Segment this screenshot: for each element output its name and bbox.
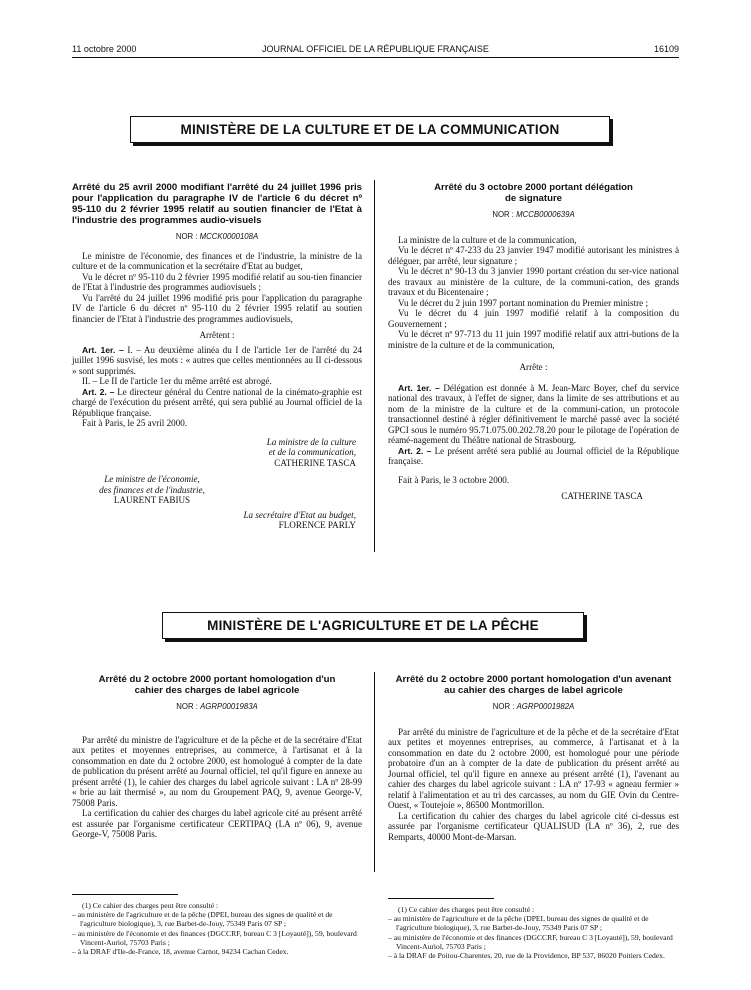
done-at: Fait à Paris, le 25 avril 2000. [82,418,188,428]
visa: Vu le décret nº 47-233 du 23 janvier 1947 modifié autorisant les ministres à déléguer, par arrêté, leur signature ; [388,245,679,266]
nor-label: NOR : [492,210,514,219]
visa: Vu le décret nº 90-13 du 3 janvier 1990 portant création du ser-vice national des travaux au ministère de la culture, de la communi-cation, des grands travaux et du Bicentenaire ; [388,266,679,297]
issue-date: 11 octobre 2000 [72,44,137,54]
visa: Vu le décret du 2 juin 1997 portant nomination du Premier ministre ; [398,297,648,308]
signature-role: et de la communication, [268,447,356,457]
decree-title: Arrêté du 3 octobre 2000 portant délégation de signature [434,182,633,204]
arrete-heading: Arrêtent : [199,330,235,340]
signature-role: La secrétaire d'Etat au budget, [243,509,356,520]
page-number: 16109 [653,44,679,54]
decree-title: Arrêté du 2 octobre 2000 portant homologation d'un avenant au cahier des charges de label agricole [395,674,672,696]
signature-role: La ministre de la culture [266,436,356,447]
article-2 [72,387,362,419]
visa: Vu le décret nº 95-110 du 2 février 1995 modifié relatif au sou-tien financier de l'Etat à l'industrie des programmes audiovisuels ; [72,271,362,292]
footnote-item: – à la DRAF de Poitou-Charentes, 20, rue de la Providence, BP 537, 86020 Poitiers Cedex. [388,951,665,961]
running-header [72,44,679,58]
visa: Vu le décret nº 97-713 du 11 juin 1997 modifié relatif aux attri-butions de la ministre de la culture et de la communication, [388,329,679,350]
article-text: I. – Au deuxième alinéa du I de l'article 1er de l'arrêté du 24 juillet 1996 susvisé, les mots : « autres que celles mentionnées au II ci-dessous » sont supprimés. [72,344,363,376]
article-1-ii: II. – Le II de l'article 1er du même arrêté est abrogé. [82,376,272,386]
column-divider [374,180,375,552]
signature-name: LAURENT FABIUS [113,495,191,505]
column-divider [374,672,375,872]
header-rule [72,57,679,58]
signature-name: CATHERINE TASCA [561,491,643,501]
signature-role: Le ministre de l'économie, [104,474,200,484]
visa: Vu l'arrêté du 24 juillet 1996 modifié pris pour l'application du paragraphe IV de l'article 6 du décret nº 95-110 du 2 février 1995 relatif au soutien financier de l'Etat à l'industrie des programmes audiovisuels, [72,292,362,324]
article-text: Le présent arrêté sera publié au Journal officiel de la République française. [388,445,679,466]
nor-reference [388,210,679,221]
nor-label: NOR : [492,702,515,711]
footnote-rule [72,894,178,895]
footnote-title: (1) Ce cahier des charges peut être consulté : [82,901,219,910]
ministry-heading-culture: MINISTÈRE DE LA CULTURE ET DE LA COMMUNICATION [130,116,610,143]
article-label: Art. 2. – [82,386,115,397]
article-1 [72,345,362,377]
footnote-title: (1) Ce cahier des charges peut être consulté : [398,905,535,914]
decree-title: Arrêté du 25 avril 2000 modifiant l'arrêté du 24 juillet 1996 pris pour l'application du paragraphe IV de l'article 6 du décret nº 95-110 du 2 février 1995 relatif au soutien financier de l'Etat à l'industrie des programmes audio-visuels [72,182,362,226]
nor-label: NOR : [176,702,198,711]
decree-column-right-2 [388,674,679,842]
nor-code: AGRP0001983A [200,702,258,711]
preamble: Le ministre de l'économie, des finances et de l'industrie, la ministre de la culture et de la communication et la secrétaire d'Etat au budget, [72,250,362,271]
footnote-left [72,894,362,956]
nor-label: NOR : [175,232,198,241]
footnote-right [388,898,679,960]
signature-economy [72,474,232,506]
article-label: Art. 1er. – [398,382,440,393]
nor-code: MCCK0000108A [199,232,259,241]
preamble: La ministre de la culture et de la communication, [398,234,577,245]
decree-column-right-1 [388,182,679,502]
footnote-rule [388,898,494,899]
signature-name: CATHERINE TASCA [274,457,356,468]
footnote-item: – au ministère de l'agriculture et de la pêche (DPEI, bureau des signes de qualité et de l'agriculture biologique), 3, rue Barbet-de-Jouy, 75349 Paris 07 SP ; [388,914,649,933]
article-text: Le directeur général du Centre national de la cinémato-graphie est chargé de l'exécution du présent arrêté, qui sera publié au Journal officiel de la République française. [72,386,362,418]
ministry-heading-agriculture: MINISTÈRE DE L'AGRICULTURE ET DE LA PÊCHE [162,612,584,639]
nor-reference [72,702,362,713]
footnote-item: – au ministère de l'économie et des finances (DGCCRF, bureau C 3 [Loyauté]), 59, boulevard Vincent-Auriol, 75703 Paris ; [72,928,357,947]
article-text: Délégation est donnée à M. Jean-Marc Boyer, chef du service national des travaux, à l'effet de signer, dans la limite de ses attributions et au nom de la ministre de la culture et de la communi-cation, un protocole transactionnel destiné à régler définitivement le marché passé avec la société GPCI sous le numéro 95.71.075.00.202.78.20 pour le pilotage de l'opération de réamé-nagement du Théâtre national de Strasbourg. [388,382,679,445]
decree-column-left-2 [72,674,362,840]
article-1 [388,383,679,446]
article-label: Art. 1er. – [82,344,124,355]
decree-title: Arrêté du 2 octobre 2000 portant homologation d'un cahier des charges de label agricole [98,674,336,696]
decree-body: La certification du cahier des charges du label agricole cité ci-dessus est assurée par l'organisme certificateur QUALISUD (LA nº 36), 2, rue des Remparts, 40000 Mont-de-Marsan. [388,810,679,842]
article-2 [388,446,679,467]
nor-code: AGRP0001982A [516,702,575,711]
nor-reference [388,702,679,713]
decree-body: Par arrêté du ministre de l'agriculture et de la pêche et de la secrétaire d'Etat aux petites et moyennes entreprises, au commerce, à l'artisanat et à la consommation en date du 2 octobre 2000, est homologué pour une période probatoire d'un an à compter de la date de publication du présent arrêté au Journal officiel, tel qu'il figure en annexe au présent arrêté (1), l'avenant au cahier des charges du label agricole suivant : LA nº 17-93 « agneau fermier » relatif à l'alimentation et au tri des carcasses, au nom du GIE Ovin du Centre-Ouest, « Toutejoie », 86500 Montmorillon. [388,726,679,810]
done-at: Fait à Paris, le 3 octobre 2000. [398,474,510,485]
footnote-item: – au ministère de l'économie et des finances (DGCCRF, bureau C 3 [Loyauté]), 59, boulevard Vincent-Auriol, 75703 Paris ; [388,932,673,951]
decree-column-left-1 [72,182,362,531]
journal-title: JOURNAL OFFICIEL DE LA RÉPUBLIQUE FRANÇAISE [262,44,489,54]
arrete-heading: Arrête : [519,362,548,372]
decree-body: Par arrêté du ministre de l'agriculture et de la pêche et de la secrétaire d'Etat aux petites et moyennes entreprises, au commerce, à l'artisanat et à la consommation en date du 2 octobre 2000, est homologué à compter de la date de publication du présent arrêté au Journal officiel, tel qu'il figure en annexe au présent arrêté (1), le cahier des charges du label agricole suivant : LA nº 28-99 « brie au lait thermisé », au nom du Groupement PAQ, 9, avenue George-V, 75008 Paris. [72,734,362,808]
signature-culture [72,437,362,469]
decree-body: La certification du cahier des charges du label agricole cité au présent arrêté est assurée par l'organisme certificateur CERTIPAQ (LA nº 06), 9, avenue George-V, 75008 Paris. [72,808,362,839]
footnote-item: – à la DRAF d'Ile-de-France, 18, avenue Carnot, 94234 Cachan Cedex. [72,947,289,957]
nor-reference [72,232,362,243]
visa: Vu le décret du 4 juin 1997 modifié relatif à la composition du Gouvernement ; [388,308,679,329]
signature-name: FLORENCE PARLY [278,520,356,530]
article-label: Art. 2. – [398,445,432,456]
footnote-item: – au ministère de l'agriculture et de la pêche (DPEI, bureau des signes de qualité et de l'agriculture biologique), 3, rue Barbet-de-Jouy, 75349 Paris 07 SP ; [72,910,333,929]
signature-role: des finances et de l'industrie, [99,484,205,495]
nor-code: MCCB0000639A [516,210,575,219]
signature-budget [72,510,362,531]
